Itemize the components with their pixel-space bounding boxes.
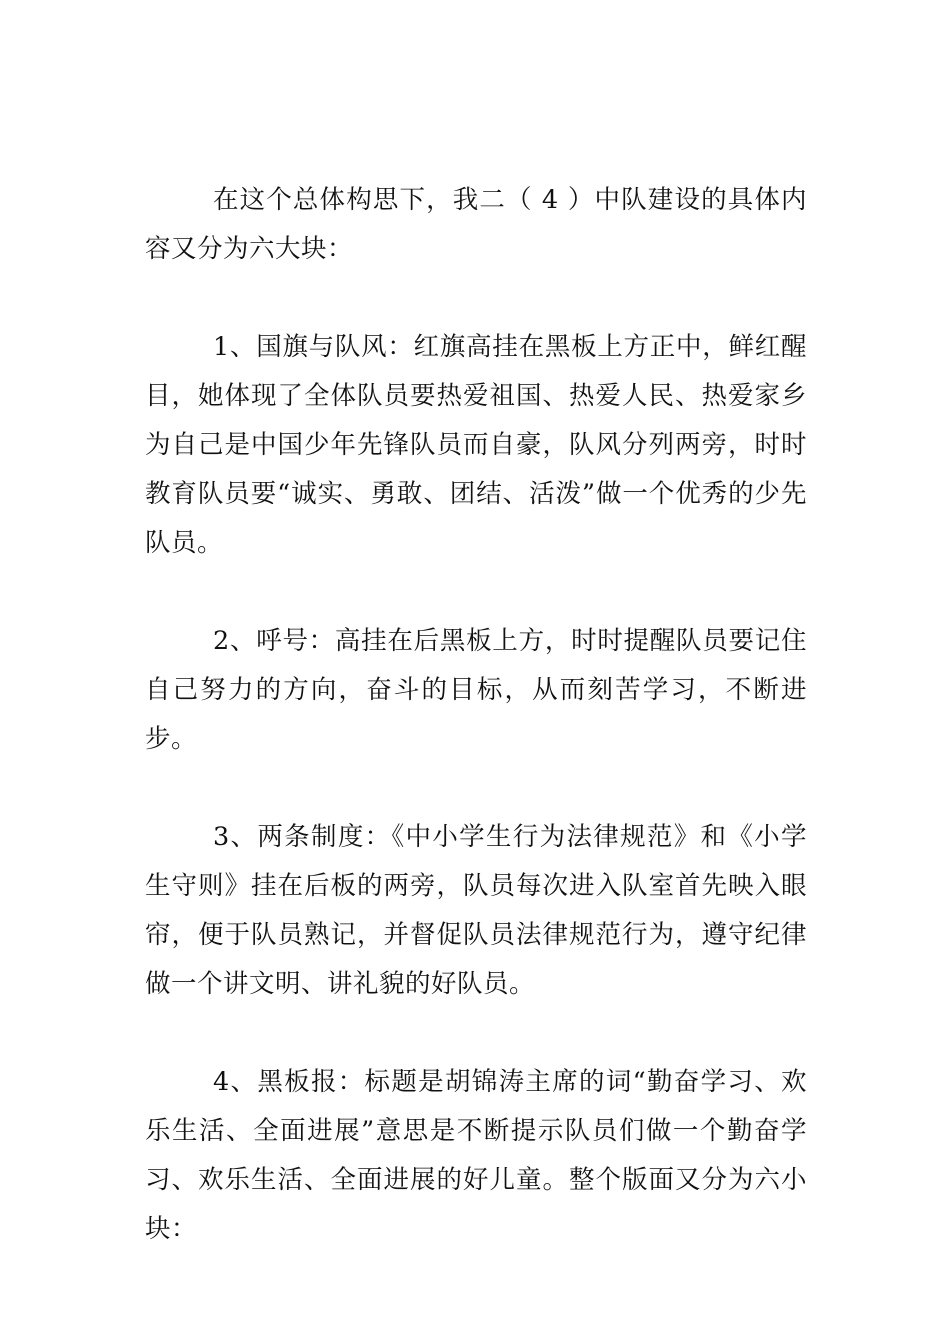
document-body — [145, 176, 807, 1254]
paragraph-two-rules: 3、两条制度：《中小学生行为法律规范》和《小学生守则》挂在后板的两旁，队员每次进入队室首先映入眼帘，便于队员熟记，并督促队员法律规范行为，遵守纪律做一个讲文明、讲礼貌的好队员。 — [145, 822, 807, 999]
paragraph-flag-and-motto: 1、国旗与队风：红旗高挂在黑板上方正中，鲜红醒目，她体现了全体队员要热爱祖国、热爱人民、热爱家乡为自己是中国少年先锋队员而自豪，队风分列两旁，时时教育队员要“诚实、勇敢、团结、活泼”做一个优秀的少先队员。 — [145, 332, 807, 558]
paragraph-intro: 在这个总体构思下，我二（ 4 ）中队建设的具体内容又分为六大块： — [145, 185, 807, 264]
paragraph-blackboard: 4、黑板报：标题是胡锦涛主席的词“勤奋学习、欢乐生活、全面进展”意思是不断提示队员们做一个勤奋学习、欢乐生活、全面进展的好儿童。整个版面又分为六小块： — [145, 1067, 807, 1244]
paragraph-slogan: 2、呼号：高挂在后黑板上方，时时提醒队员要记住自己努力的方向，奋斗的目标，从而刻苦学习，不断进步。 — [145, 626, 807, 754]
